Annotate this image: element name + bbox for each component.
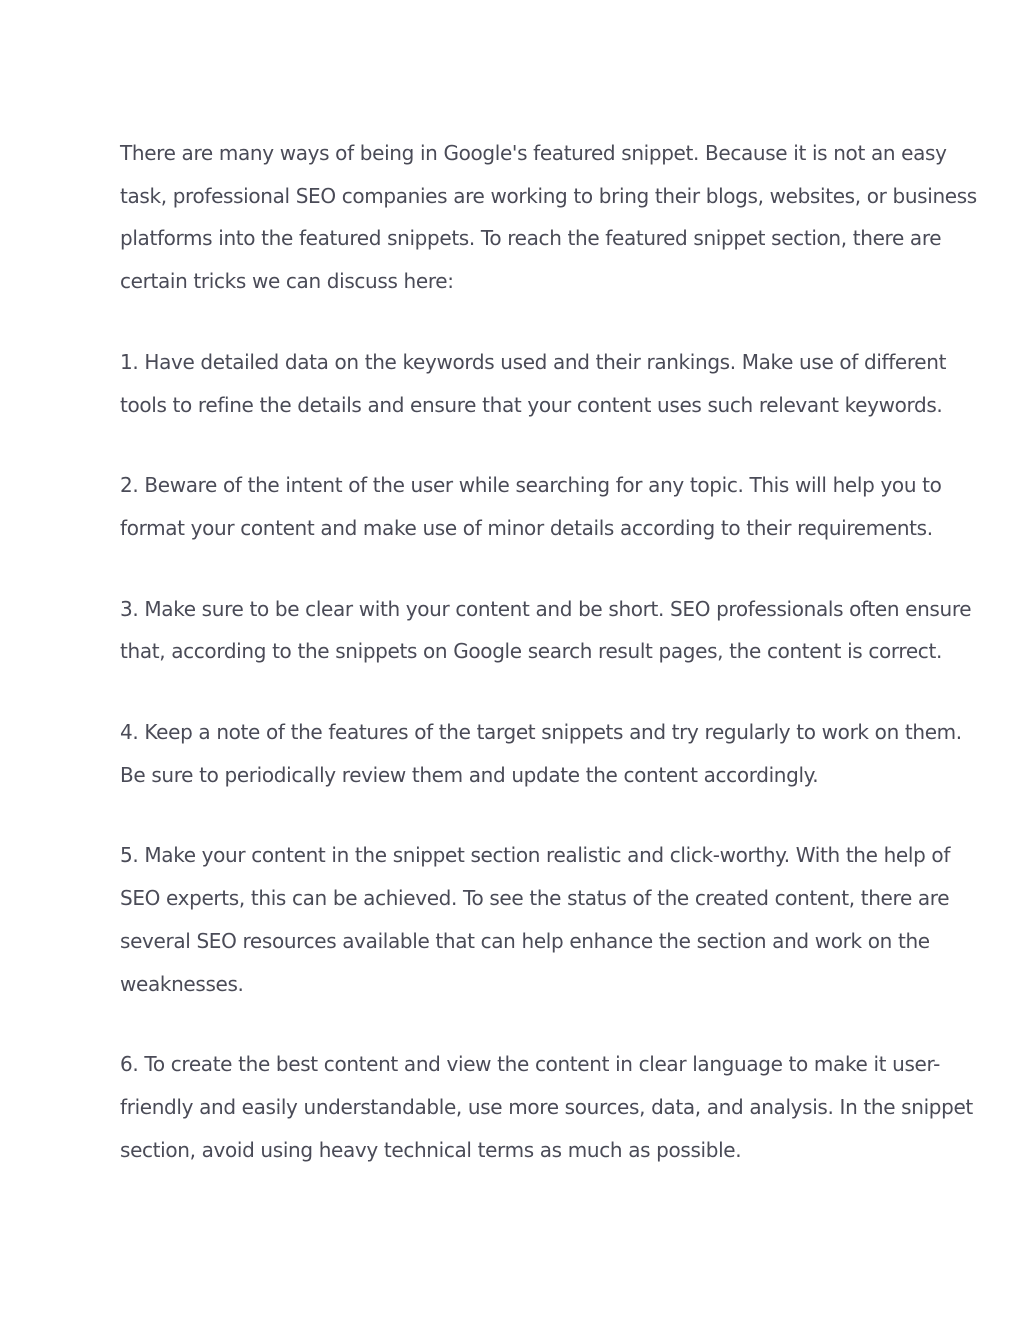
document-body xyxy=(120,132,990,1209)
list-item-3: 3. Make sure to be clear with your content and be short. SEO professionals often ensure that, according to the snippets on Google search result pages, the content is correct. xyxy=(120,596,972,664)
list-item-5: 5. Make your content in the snippet section realistic and click-worthy. With the help of SEO experts, this can be achieved. To see the status of the created content, there are several SEO resources available that can help enhance the section and work on the weaknesses. xyxy=(120,843,951,996)
list-item-6: 6. To create the best content and view the content in clear language to make it user-friendly and easily understandable, use more sources, data, and analysis. In the snippet section, avoid using heavy technical terms as much as possible. xyxy=(120,1052,973,1162)
list-item-2: 2. Beware of the intent of the user while searching for any topic. This will help you to format your content and make use of minor details according to their requirements. xyxy=(120,473,942,540)
list-item-1: 1. Have detailed data on the keywords used and their rankings. Make use of different tools to refine the details and ensure that your content uses such relevant keywords. xyxy=(120,349,947,417)
intro-paragraph: There are many ways of being in Google's featured snippet. Because it is not an easy task, professional SEO companies are working to bring their blogs, websites, or business platforms into the featured snippets. To reach the featured snippet section, there are certain tricks we can discuss here: xyxy=(120,141,977,294)
list-item-4: 4. Keep a note of the features of the target snippets and try regularly to work on them. Be sure to periodically review them and update the content accordingly. xyxy=(120,720,962,787)
